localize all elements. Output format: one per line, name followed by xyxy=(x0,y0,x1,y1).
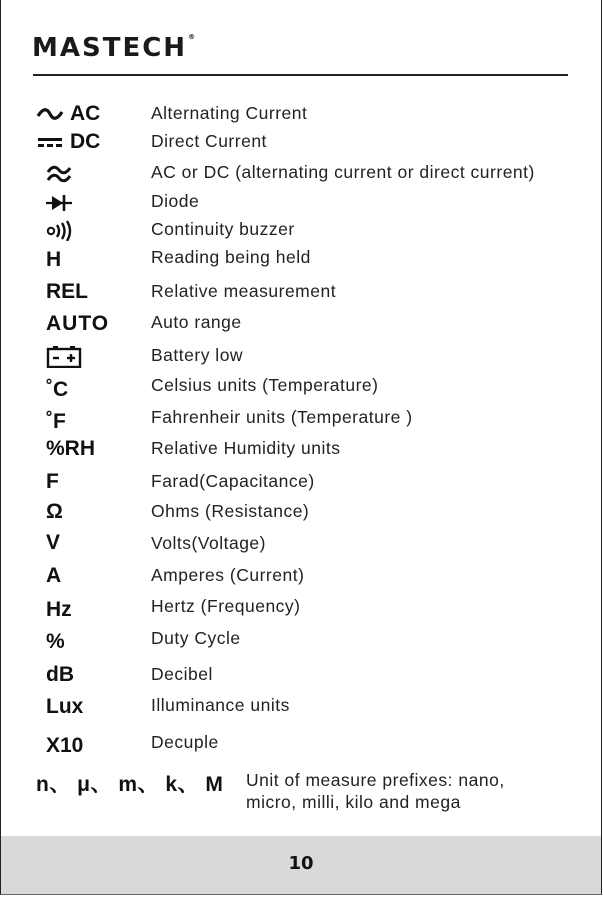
auto-description: Auto range xyxy=(151,312,242,332)
symbol-row-decuple xyxy=(0,732,603,762)
header-rule xyxy=(33,74,568,76)
symbol-row-fahrenheit xyxy=(0,407,603,437)
farad-symbol: F xyxy=(46,470,59,493)
brand-logo xyxy=(32,33,195,63)
symbol-row-ohms xyxy=(0,500,603,530)
lux-description: Illuminance units xyxy=(151,695,290,715)
page-footer xyxy=(1,836,601,894)
duty-symbol: % xyxy=(46,630,65,653)
symbol-row-lux xyxy=(0,695,603,725)
symbol-row-ac xyxy=(0,102,603,132)
buzzer-description: Continuity buzzer xyxy=(151,219,295,239)
symbol-row-auto xyxy=(0,312,603,342)
volts-description: Volts(Voltage) xyxy=(151,533,266,553)
battery-icon xyxy=(46,346,82,368)
auto-symbol: AUTO xyxy=(46,312,110,335)
acdc-description: AC or DC (alternating current or direct current) xyxy=(151,162,535,182)
humidity-description: Relative Humidity units xyxy=(151,438,341,458)
ac-tilde-icon xyxy=(36,107,64,121)
symbol-row-amperes xyxy=(0,564,603,594)
hold-symbol: H xyxy=(46,248,62,271)
amperes-symbol: A xyxy=(46,564,62,587)
hertz-symbol: Hz xyxy=(46,598,72,621)
symbol-row-volts xyxy=(0,531,603,561)
rel-symbol: REL xyxy=(46,280,88,303)
decuple-description: Decuple xyxy=(151,732,219,752)
celsius-symbol: ˚C xyxy=(46,378,69,401)
hold-description: Reading being held xyxy=(151,247,311,267)
symbol-row-diode xyxy=(0,190,603,220)
decuple-symbol: X10 xyxy=(46,734,84,757)
ohms-description: Ohms (Resistance) xyxy=(151,501,310,521)
symbol-row-acdc xyxy=(0,161,603,191)
rel-description: Relative measurement xyxy=(151,281,337,301)
duty-description: Duty Cycle xyxy=(151,628,241,648)
symbol-row-hertz xyxy=(0,596,603,626)
symbol-row-farad xyxy=(0,470,603,500)
symbol-row-celsius xyxy=(0,375,603,405)
celsius-description: Celsius units (Temperature) xyxy=(151,375,379,395)
prefixes-line-1: Unit of measure prefixes: nano, xyxy=(246,770,505,790)
prefixes-description xyxy=(246,769,576,813)
lux-symbol: Lux xyxy=(46,695,84,718)
amperes-description: Amperes (Current) xyxy=(151,565,305,585)
symbol-row-dc xyxy=(0,130,603,160)
ac-dc-icon xyxy=(46,164,72,184)
hertz-description: Hertz (Frequency) xyxy=(151,596,301,616)
symbol-row-battery xyxy=(0,344,603,374)
prefixes-symbol: n、 μ、 m、 k、 M xyxy=(36,773,224,796)
symbol-row-decibel xyxy=(0,663,603,693)
humidity-symbol: %RH xyxy=(46,437,96,460)
decibel-description: Decibel xyxy=(151,664,213,684)
ohms-symbol: Ω xyxy=(46,500,63,523)
dc-description: Direct Current xyxy=(151,131,267,151)
battery-description: Battery low xyxy=(151,345,244,365)
dc-symbol: DC xyxy=(36,130,100,154)
dc-icon xyxy=(36,135,64,149)
symbol-row-hold xyxy=(0,247,603,277)
registered-mark: ® xyxy=(188,33,196,41)
symbol-row-buzzer xyxy=(0,218,603,248)
diode-description: Diode xyxy=(151,191,200,211)
ac-symbol: AC xyxy=(36,102,100,126)
volts-symbol: V xyxy=(46,531,61,554)
symbol-row-rel xyxy=(0,280,603,310)
decibel-symbol: dB xyxy=(46,663,74,686)
symbol-row-duty xyxy=(0,628,603,658)
fahrenheit-symbol: ˚F xyxy=(46,410,66,433)
buzzer-icon xyxy=(46,219,76,241)
fahrenheit-description: Fahrenheir units (Temperature ) xyxy=(151,407,413,427)
brand-name: MASTECH xyxy=(32,33,188,63)
symbol-row-humidity xyxy=(0,437,603,467)
diode-icon xyxy=(46,193,72,213)
page-number: 10 xyxy=(288,853,314,874)
farad-description: Farad(Capacitance) xyxy=(151,471,315,491)
symbol-row-prefixes xyxy=(0,768,603,818)
ac-description: Alternating Current xyxy=(151,103,308,123)
prefixes-line-2: micro, milli, kilo and mega xyxy=(246,792,461,812)
